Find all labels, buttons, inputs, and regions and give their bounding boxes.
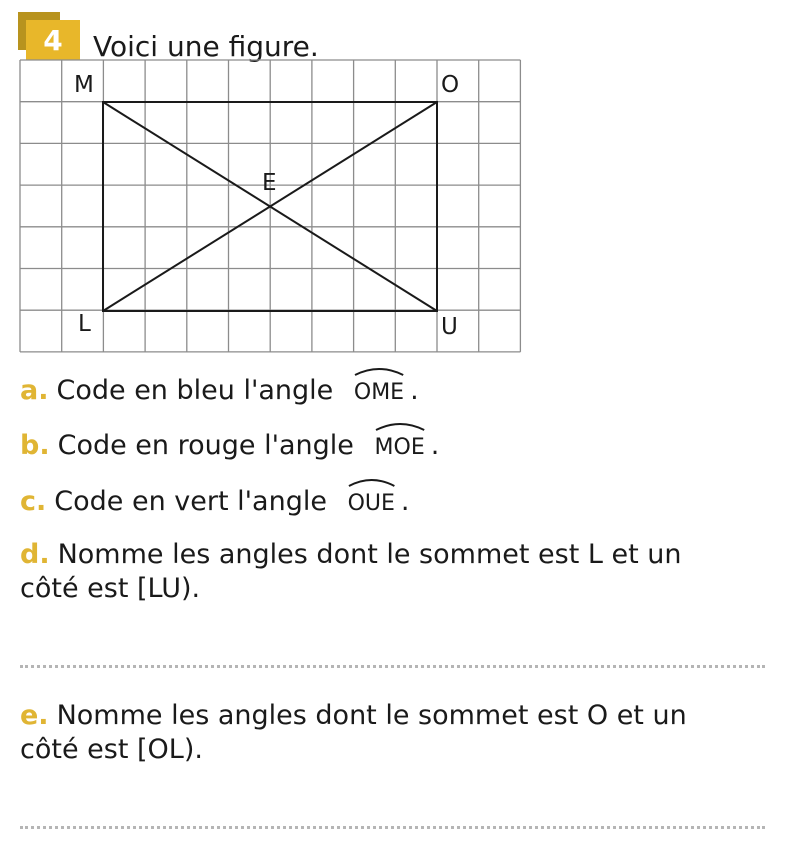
point-label-M: M (74, 72, 94, 98)
angle-arc-icon (375, 421, 425, 431)
exercise-title: Voici une figure. (93, 30, 319, 63)
angle-name: MOE (374, 435, 425, 460)
point-label-E: E (262, 170, 277, 196)
question-letter: d. (20, 539, 50, 570)
question-end: . (400, 486, 410, 517)
angle-notation (375, 427, 425, 465)
question-text-line1: Nomme les angles dont le sommet est O et un (56, 700, 687, 731)
answer-line-d[interactable] (20, 665, 765, 668)
point-label-L: L (78, 311, 91, 337)
question-letter: e. (20, 700, 49, 731)
angle-notation (354, 372, 404, 410)
angle-arc-icon (348, 477, 395, 487)
question-c (20, 483, 409, 521)
question-text-line2: côté est [LU). (20, 573, 201, 604)
question-b (20, 427, 439, 465)
point-label-O: O (441, 72, 460, 98)
question-text-line2: côté est [OL). (20, 734, 203, 765)
question-end: . (410, 375, 419, 406)
exercise-number-badge: 4 (26, 20, 80, 60)
question-text: Code en bleu l'angle (56, 375, 334, 406)
question-letter: c. (20, 486, 47, 517)
angle-name: OME (353, 380, 405, 405)
question-text: Code en vert l'angle (54, 486, 327, 517)
question-a (20, 372, 419, 410)
answer-line-e[interactable] (20, 826, 765, 829)
question-text-line1: Nomme les angles dont le sommet est L et un (57, 539, 682, 570)
point-label-U: U (441, 314, 458, 340)
question-letter: b. (20, 430, 50, 461)
angle-arc-icon (354, 366, 404, 376)
question-end: . (430, 430, 440, 461)
question-text: Code en rouge l'angle (57, 430, 354, 461)
angle-name: OUE (347, 491, 395, 516)
question-e (20, 699, 687, 767)
angle-notation (348, 483, 395, 521)
question-letter: a. (20, 375, 49, 406)
question-d (20, 538, 682, 606)
